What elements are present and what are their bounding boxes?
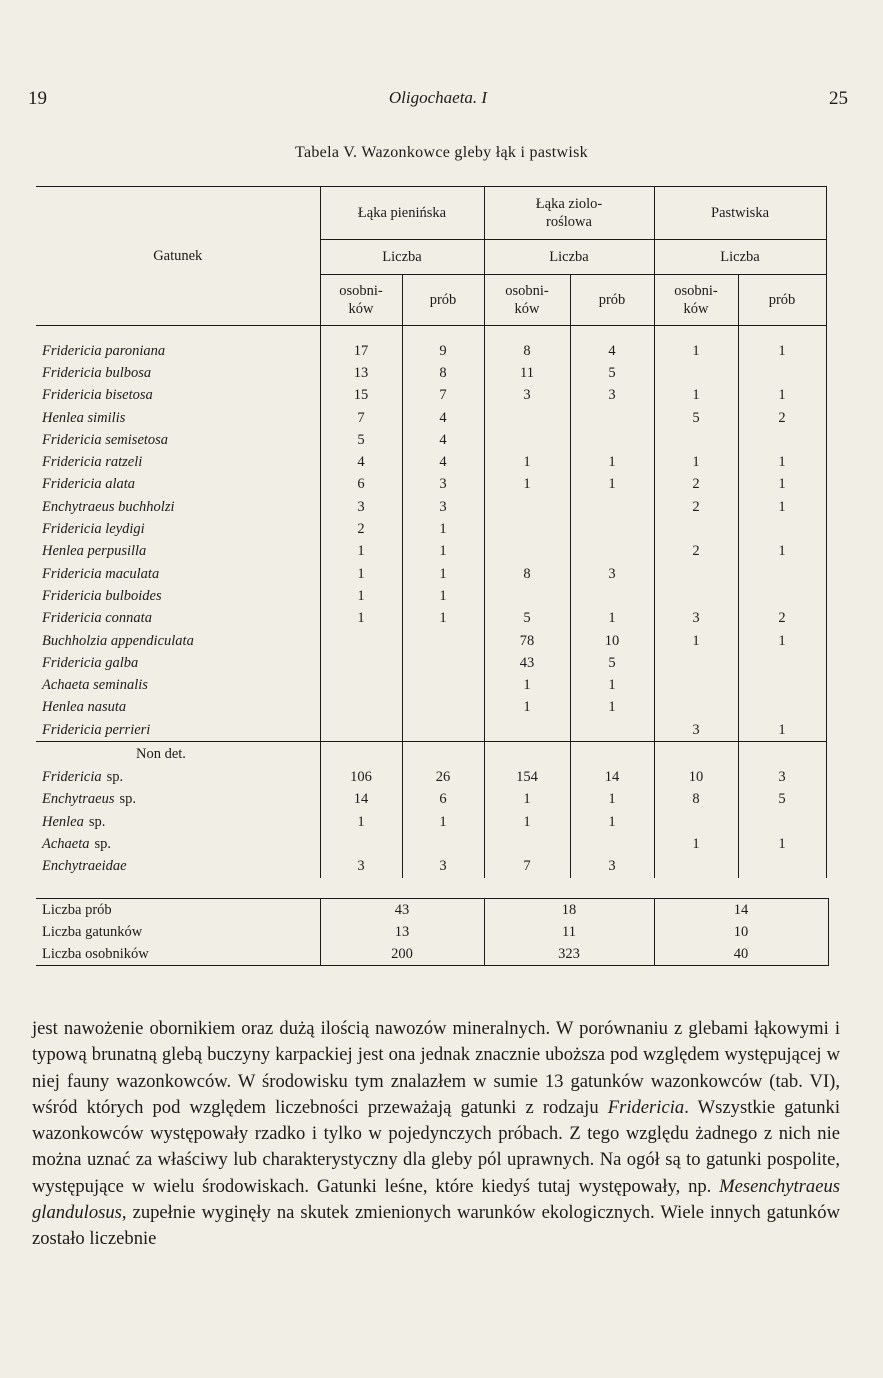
count-cell: 1: [570, 789, 654, 811]
summary-row: [36, 899, 828, 922]
count-cell: [738, 652, 826, 674]
count-cell: 14: [320, 789, 402, 811]
species-name: [36, 856, 320, 878]
species-name: Fridericia maculata: [36, 563, 320, 585]
count-cell: 43: [484, 652, 570, 674]
nondet-heading-row: [36, 742, 826, 767]
summary-value: 323: [484, 943, 654, 966]
count-cell: 5: [570, 362, 654, 384]
table-row: [36, 719, 826, 742]
body-text-part2: . Wszystkie gatunki wazonkowców występowały rzadko i tylko w pojedynczych próbach. Z tego względu żadnego z nich nie można uznać za właściwy lub charakterystyczny dla gleby pól uprawnych. Na ogół są to gatunki pospolite, występujące w wielu środowiskach. Gatunki leśne, które kiedyś tutaj występowały, np.: [32, 1096, 840, 1197]
species-name: Fridericia bulboides: [36, 585, 320, 607]
count-cell: 11: [484, 362, 570, 384]
species-name: Fridericia connata: [36, 608, 320, 630]
osobn-line1: osobni-: [505, 283, 549, 299]
count-cell: [654, 811, 738, 833]
count-cell: 1: [320, 563, 402, 585]
species-suffix: sp.: [94, 835, 112, 852]
species-name: Fridericia ratzeli: [36, 451, 320, 473]
count-cell: 1: [738, 630, 826, 652]
summary-label: Liczba prób: [36, 899, 320, 922]
species-name: Achaeta seminalis: [36, 674, 320, 696]
species-name: Fridericia perrieri: [36, 719, 320, 742]
count-cell: 14: [570, 766, 654, 788]
table-row: [36, 407, 826, 429]
count-cell: 8: [484, 563, 570, 585]
count-cell: 4: [320, 451, 402, 473]
count-cell: [484, 585, 570, 607]
count-cell: [402, 630, 484, 652]
summary-value: 18: [484, 899, 654, 922]
count-cell: 1: [402, 518, 484, 540]
count-cell: 1: [570, 674, 654, 696]
count-cell: 7: [484, 856, 570, 878]
liczba-header-1: Liczba: [320, 240, 484, 275]
count-cell: 1: [738, 451, 826, 473]
count-cell: 1: [738, 474, 826, 496]
count-cell: 1: [654, 451, 738, 473]
prob-header: prób: [402, 275, 484, 326]
count-cell: [654, 652, 738, 674]
count-cell: 1: [738, 541, 826, 563]
osobnikow-header: [320, 275, 402, 326]
species-name: Henlea perpusilla: [36, 541, 320, 563]
empty-cell: [402, 742, 484, 767]
count-cell: 2: [654, 474, 738, 496]
count-cell: [570, 541, 654, 563]
species-name: [36, 789, 320, 811]
page-number-right: 25: [829, 88, 848, 109]
summary-label: Liczba gatunków: [36, 921, 320, 943]
count-cell: 1: [570, 451, 654, 473]
summary-value: 43: [320, 899, 484, 922]
table-row: [36, 340, 826, 362]
count-cell: 1: [402, 563, 484, 585]
osobnikow-header: [484, 275, 570, 326]
count-cell: 1: [402, 811, 484, 833]
count-cell: 1: [570, 474, 654, 496]
count-cell: 4: [402, 407, 484, 429]
table-row: [36, 630, 826, 652]
summary-value: 200: [320, 943, 484, 966]
count-cell: 3: [654, 608, 738, 630]
count-cell: [738, 429, 826, 451]
empty-cell: [570, 742, 654, 767]
count-cell: 10: [570, 630, 654, 652]
liczba-header-2: Liczba: [484, 240, 654, 275]
table-row: [36, 518, 826, 540]
species-table-wrap: [36, 186, 826, 892]
count-cell: 1: [654, 630, 738, 652]
genus-name: Enchytraeus: [42, 791, 115, 808]
count-cell: 3: [570, 385, 654, 407]
count-cell: 3: [654, 719, 738, 742]
count-cell: 1: [402, 541, 484, 563]
count-cell: [484, 496, 570, 518]
group-header-2-line1: Łąka ziolo-: [535, 196, 603, 212]
group-header-3: Pastwiska: [654, 187, 826, 240]
osobn-line2: ków: [683, 301, 709, 317]
table-row: [36, 429, 826, 451]
body-italic-genus: Fridericia: [607, 1096, 685, 1118]
summary-table-wrap: [36, 898, 828, 966]
count-cell: 2: [320, 518, 402, 540]
count-cell: [654, 697, 738, 719]
count-cell: 5: [738, 789, 826, 811]
count-cell: 2: [738, 608, 826, 630]
body-italic-species: Mesenchytraeus glandulosus: [32, 1175, 840, 1224]
count-cell: [484, 833, 570, 855]
summary-value: 13: [320, 921, 484, 943]
count-cell: 7: [320, 407, 402, 429]
count-cell: 5: [320, 429, 402, 451]
count-cell: [738, 362, 826, 384]
count-cell: [320, 674, 402, 696]
count-cell: [570, 518, 654, 540]
count-cell: [402, 697, 484, 719]
count-cell: 1: [738, 496, 826, 518]
count-cell: 3: [738, 766, 826, 788]
table-row: [36, 362, 826, 384]
count-cell: [654, 429, 738, 451]
species-name: [36, 833, 320, 855]
count-cell: 8: [484, 340, 570, 362]
count-cell: 1: [402, 608, 484, 630]
count-cell: 3: [402, 496, 484, 518]
count-cell: [570, 407, 654, 429]
count-cell: 1: [484, 697, 570, 719]
count-cell: 9: [402, 340, 484, 362]
count-cell: 1: [320, 811, 402, 833]
count-cell: [570, 719, 654, 742]
species-name: Buchholzia appendiculata: [36, 630, 320, 652]
count-cell: 1: [320, 541, 402, 563]
count-cell: 3: [402, 474, 484, 496]
count-cell: 26: [402, 766, 484, 788]
table-row: [36, 652, 826, 674]
empty-cell: [320, 742, 402, 767]
body-text-part1: jest nawożenie obornikiem oraz dużą ilością nawozów mineralnych. W porównaniu z glebami łąkowymi i typową brunatną glebą buczyny karpackiej jest ona jednak znacznie uboższa pod względem występującej w niej fauny wazonkowców. W środowisku tym znalazłem w sumie 13 gatunków wazonkowców (tab. VI), wśród których pod względem liczebności przeważają gatunki z rodzaju: [32, 1018, 840, 1118]
body-paragraph: [32, 1016, 840, 1253]
osobnikow-header: [654, 275, 738, 326]
genus-name: Fridericia: [42, 768, 102, 785]
count-cell: 3: [320, 856, 402, 878]
species-name: Fridericia bulbosa: [36, 362, 320, 384]
count-cell: 1: [484, 811, 570, 833]
count-cell: [570, 496, 654, 518]
table-row: [36, 496, 826, 518]
count-cell: 1: [654, 340, 738, 362]
count-cell: [320, 719, 402, 742]
count-cell: 4: [402, 451, 484, 473]
count-cell: 5: [570, 652, 654, 674]
table-row: [36, 697, 826, 719]
osobn-line2: ków: [348, 301, 374, 317]
count-cell: 154: [484, 766, 570, 788]
empty-cell: [738, 742, 826, 767]
group-header-1: Łąka pienińska: [320, 187, 484, 240]
species-name: Fridericia alata: [36, 474, 320, 496]
count-cell: [484, 518, 570, 540]
prob-header: prób: [570, 275, 654, 326]
count-cell: 3: [570, 856, 654, 878]
running-title: Oligochaeta. I: [388, 88, 488, 107]
summary-table: [36, 898, 829, 966]
prob-header: prób: [738, 275, 826, 326]
summary-value: 11: [484, 921, 654, 943]
count-cell: 1: [738, 833, 826, 855]
species-table: [36, 186, 827, 878]
count-cell: 4: [570, 340, 654, 362]
table-caption: Tabela V. Wazonkowce gleby łąk i pastwisk: [295, 144, 588, 161]
count-cell: [320, 652, 402, 674]
count-cell: 8: [654, 789, 738, 811]
count-cell: 3: [570, 563, 654, 585]
count-cell: [484, 429, 570, 451]
count-cell: [654, 518, 738, 540]
count-cell: 2: [654, 541, 738, 563]
running-header: [28, 88, 848, 112]
count-cell: 1: [570, 811, 654, 833]
count-cell: [654, 856, 738, 878]
count-cell: 1: [484, 789, 570, 811]
count-cell: 1: [484, 451, 570, 473]
count-cell: [570, 833, 654, 855]
table-row: [36, 856, 826, 878]
count-cell: [570, 585, 654, 607]
count-cell: [738, 674, 826, 696]
table-row: [36, 585, 826, 607]
osobn-line1: osobni-: [674, 283, 718, 299]
summary-row: [36, 943, 828, 966]
count-cell: 1: [654, 833, 738, 855]
species-name: Henlea nasuta: [36, 697, 320, 719]
nondet-label: Non det.: [36, 742, 320, 767]
species-name: Fridericia galba: [36, 652, 320, 674]
group-header-2-line2: roślowa: [546, 214, 592, 230]
species-suffix: sp.: [88, 813, 106, 830]
species-name: Fridericia leydigi: [36, 518, 320, 540]
count-cell: [570, 429, 654, 451]
table-row: [36, 608, 826, 630]
species-name: [36, 811, 320, 833]
count-cell: 3: [320, 496, 402, 518]
count-cell: 4: [402, 429, 484, 451]
count-cell: 1: [738, 719, 826, 742]
liczba-header-3: Liczba: [654, 240, 826, 275]
count-cell: 2: [738, 407, 826, 429]
count-cell: [484, 541, 570, 563]
empty-cell: [484, 742, 570, 767]
count-cell: [738, 563, 826, 585]
count-cell: 106: [320, 766, 402, 788]
summary-label: Liczba osobników: [36, 943, 320, 966]
count-cell: 7: [402, 385, 484, 407]
count-cell: [484, 407, 570, 429]
genus-name: Achaeta: [42, 835, 90, 852]
count-cell: 1: [402, 585, 484, 607]
count-cell: 6: [402, 789, 484, 811]
species-suffix: sp.: [119, 791, 137, 808]
count-cell: 8: [402, 362, 484, 384]
species-name: Henlea similis: [36, 407, 320, 429]
count-cell: [738, 811, 826, 833]
count-cell: 5: [484, 608, 570, 630]
count-cell: 1: [484, 474, 570, 496]
table-row: [36, 541, 826, 563]
count-cell: [654, 585, 738, 607]
count-cell: 1: [570, 697, 654, 719]
count-cell: 3: [484, 385, 570, 407]
species-name: Enchytraeus buchholzi: [36, 496, 320, 518]
count-cell: 10: [654, 766, 738, 788]
genus-name: Enchytraeidae: [42, 858, 127, 875]
count-cell: 17: [320, 340, 402, 362]
species-name: Fridericia bisetosa: [36, 385, 320, 407]
species-name: Fridericia semisetosa: [36, 429, 320, 451]
table-row: [36, 474, 826, 496]
count-cell: 1: [570, 608, 654, 630]
count-cell: [402, 833, 484, 855]
count-cell: 1: [738, 340, 826, 362]
group-header-2: [484, 187, 654, 240]
count-cell: 2: [654, 496, 738, 518]
count-cell: [654, 362, 738, 384]
table-row: [36, 833, 826, 855]
empty-cell: [654, 742, 738, 767]
genus-name: Henlea: [42, 813, 84, 830]
summary-value: 14: [654, 899, 828, 922]
count-cell: [654, 563, 738, 585]
count-cell: 1: [320, 608, 402, 630]
body-text-part3: , zupełnie wyginęły na skutek zmienionych warunków ekologicznych. Wiele innych gatunków zostało liczebnie: [32, 1202, 840, 1250]
count-cell: 15: [320, 385, 402, 407]
table-row: [36, 674, 826, 696]
summary-value: 10: [654, 921, 828, 943]
count-cell: [738, 518, 826, 540]
spacer-row: [36, 326, 826, 341]
table-row: [36, 766, 826, 788]
count-cell: 1: [320, 585, 402, 607]
count-cell: [320, 833, 402, 855]
count-cell: [484, 719, 570, 742]
species-suffix: sp.: [106, 768, 124, 785]
count-cell: [654, 674, 738, 696]
count-cell: 6: [320, 474, 402, 496]
count-cell: [738, 585, 826, 607]
table-row: [36, 563, 826, 585]
count-cell: 1: [738, 385, 826, 407]
summary-value: 40: [654, 943, 828, 966]
count-cell: 1: [654, 385, 738, 407]
osobn-line1: osobni-: [339, 283, 383, 299]
species-name: [36, 766, 320, 788]
count-cell: [402, 674, 484, 696]
count-cell: [402, 719, 484, 742]
count-cell: 5: [654, 407, 738, 429]
count-cell: [402, 652, 484, 674]
table-row: [36, 789, 826, 811]
count-cell: [320, 697, 402, 719]
summary-row: [36, 921, 828, 943]
osobn-line2: ków: [514, 301, 540, 317]
count-cell: 1: [484, 674, 570, 696]
species-name: Fridericia paroniana: [36, 340, 320, 362]
count-cell: 3: [402, 856, 484, 878]
count-cell: [738, 697, 826, 719]
count-cell: [320, 630, 402, 652]
count-cell: [738, 856, 826, 878]
count-cell: 78: [484, 630, 570, 652]
table-row: [36, 811, 826, 833]
gatunek-header: Gatunek: [36, 187, 320, 326]
page-number-left: 19: [28, 88, 47, 109]
table-row: [36, 451, 826, 473]
table-row: [36, 385, 826, 407]
count-cell: 13: [320, 362, 402, 384]
